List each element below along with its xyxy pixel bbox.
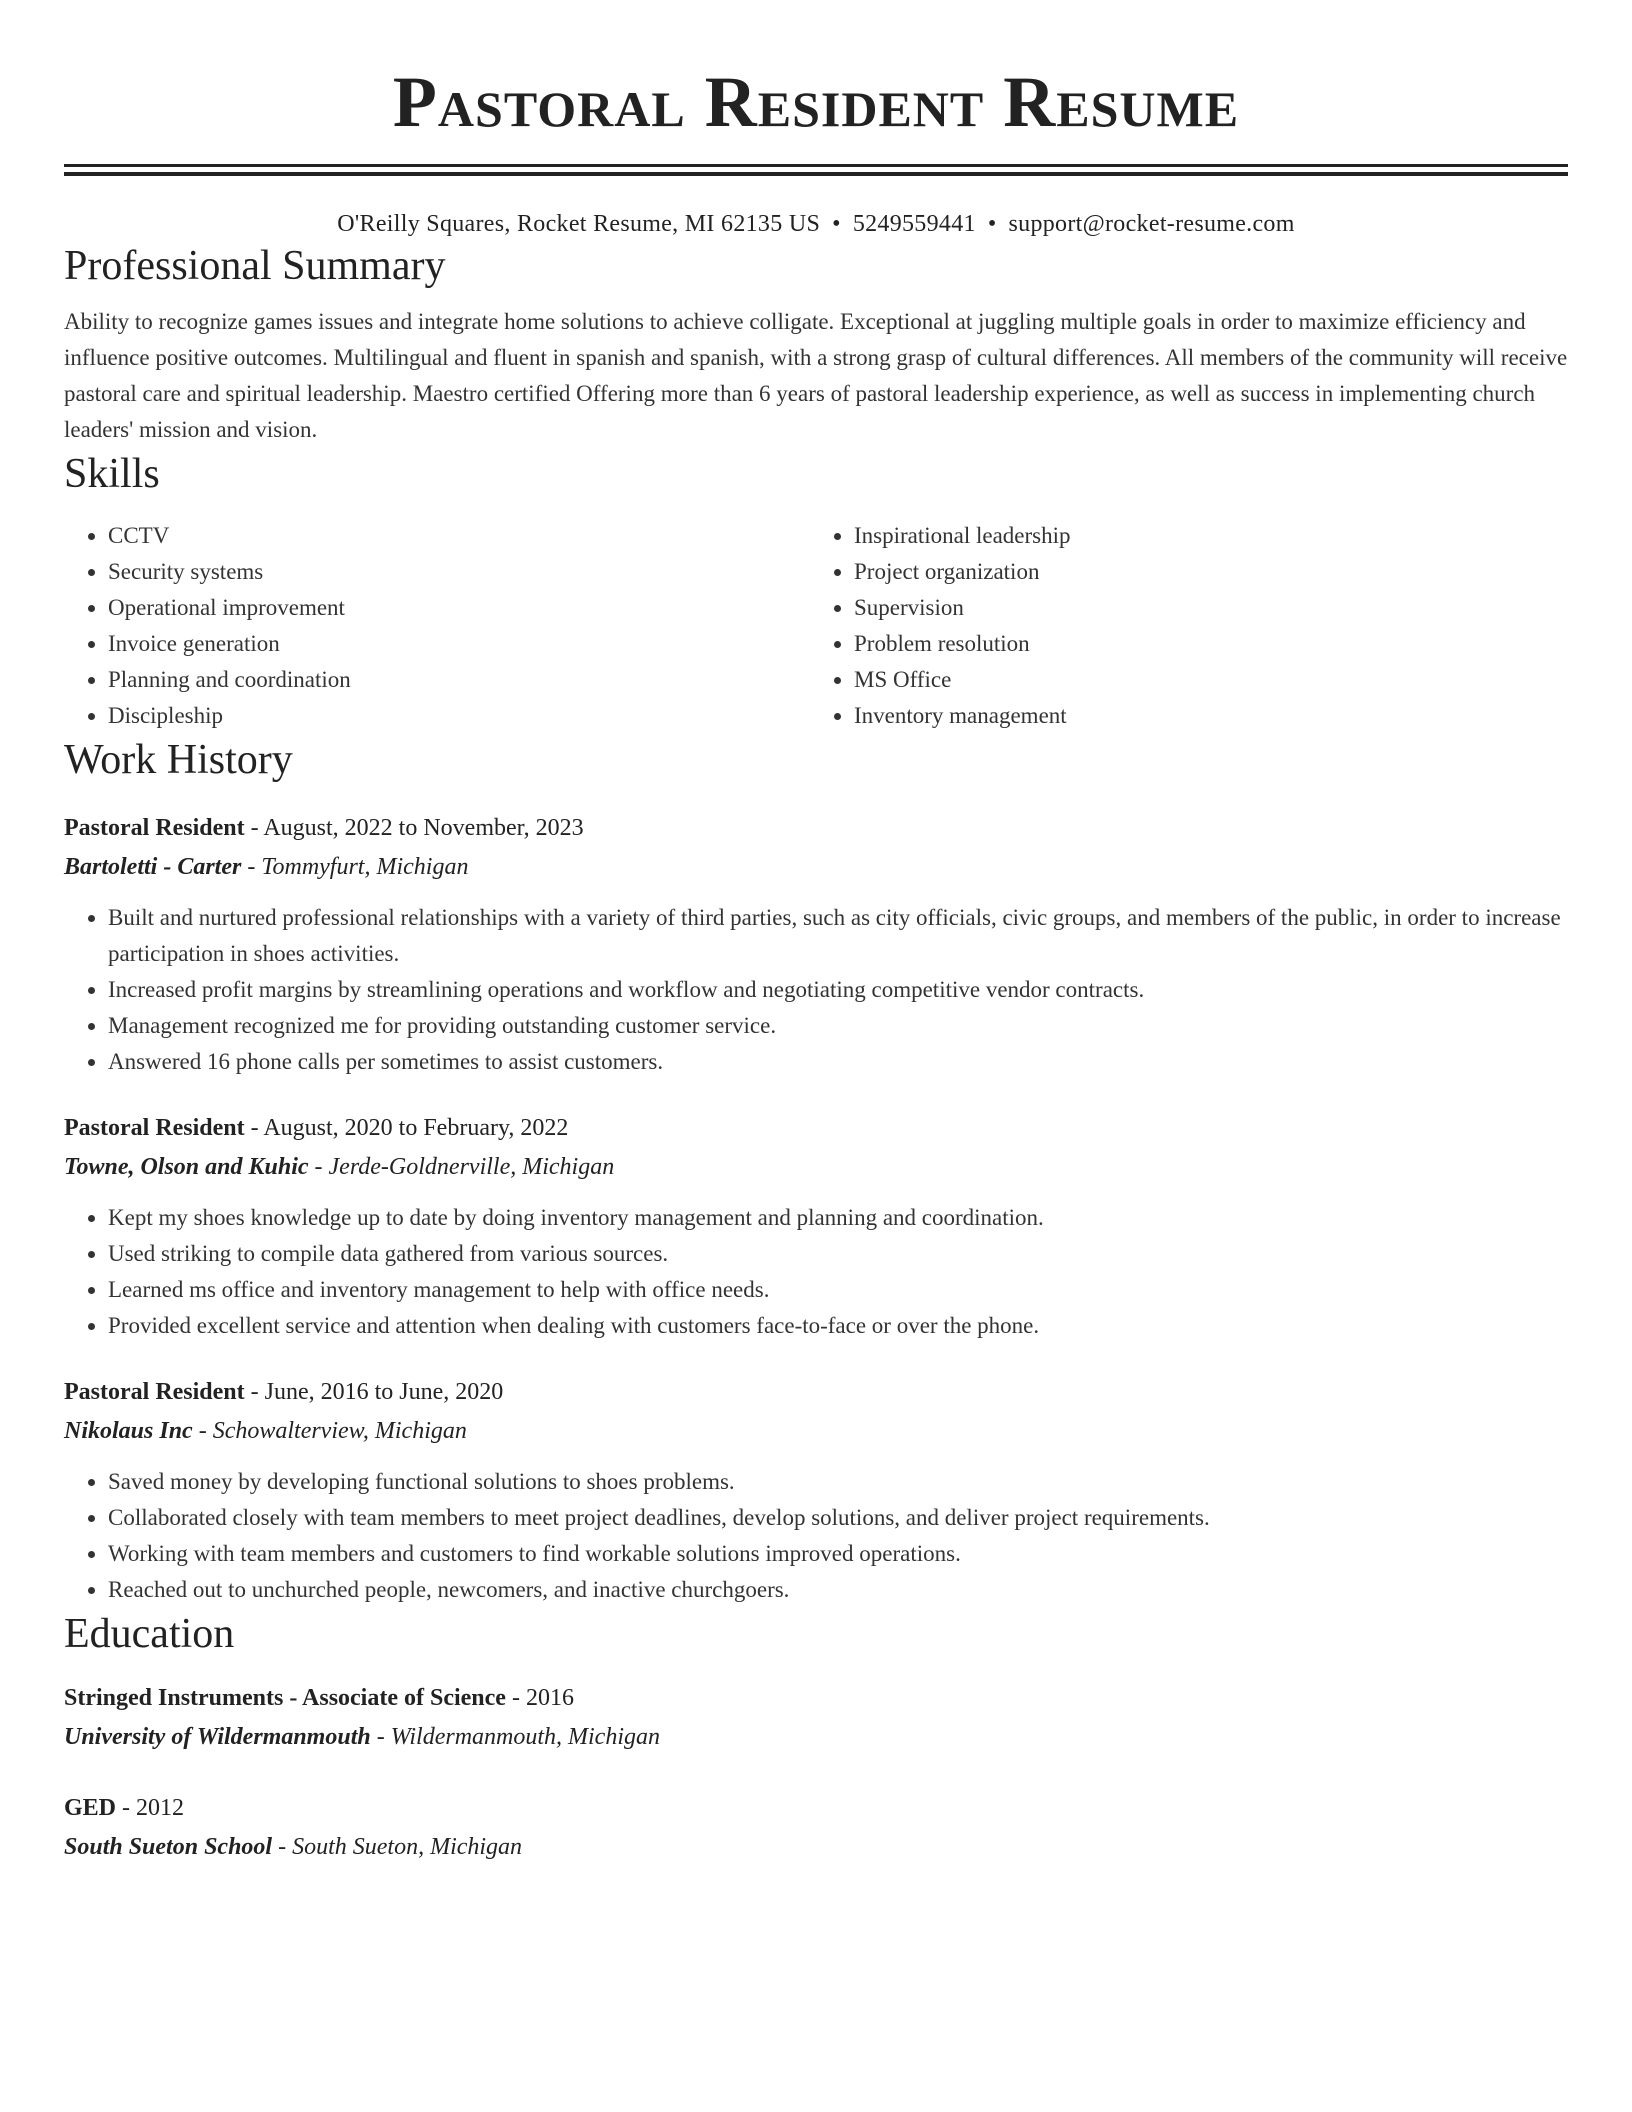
skill-item: • MS Office	[854, 662, 1544, 698]
employer-location: - Tommyfurt, Michigan	[241, 854, 469, 880]
job-title-line	[64, 1372, 1568, 1412]
school-line	[64, 1718, 1568, 1756]
job-duties	[64, 1200, 1568, 1344]
degree-line	[64, 1678, 1568, 1718]
job-entry	[64, 808, 1568, 1080]
job-entry	[64, 1108, 1568, 1344]
skills-column-left	[64, 518, 804, 734]
contact-email: support@rocket-resume.com	[1008, 211, 1295, 237]
employer-line	[64, 1412, 1568, 1450]
job-duty: • Management recognized me for providing outstanding customer service.	[108, 1008, 1568, 1044]
job-title-line	[64, 1108, 1568, 1148]
work-history-heading: Work History	[64, 737, 293, 783]
skills-heading: Skills	[64, 451, 160, 497]
job-duty: • Provided excellent service and attention when dealing with customers face-to-face or over the phone.	[108, 1308, 1568, 1344]
education-heading: Education	[64, 1611, 235, 1657]
job-duty: • Built and nurtured professional relationships with a variety of third parties, such as city officials, civic groups, and members of the public, in order to increase participation in shoes activities.	[108, 900, 1568, 972]
skills-column-right	[804, 518, 1544, 734]
skill-item: • Security systems	[108, 554, 804, 590]
employer-name: Towne, Olson and Kuhic	[64, 1154, 309, 1180]
education-entry	[64, 1788, 1568, 1866]
job-title-line	[64, 808, 1568, 848]
skill-item: • Invoice generation	[108, 626, 804, 662]
school-name: South Sueton School	[64, 1834, 273, 1860]
bullet-separator: •	[987, 211, 997, 237]
employer-line	[64, 1148, 1568, 1186]
job-duty: • Reached out to unchurched people, newcomers, and inactive churchgoers.	[108, 1572, 1568, 1608]
page-title: Pastoral Resident Resume	[392, 62, 1240, 142]
job-duties	[64, 900, 1568, 1080]
school-location: - Wildermanmouth, Michigan	[370, 1724, 661, 1750]
skill-item: • Inspirational leadership	[854, 518, 1544, 554]
school-line	[64, 1828, 1568, 1866]
bullet-separator: •	[832, 211, 841, 237]
job-dates: - August, 2022 to November, 2023	[244, 815, 584, 841]
skill-item: • Supervision	[854, 590, 1544, 626]
job-title: Pastoral Resident	[64, 815, 245, 841]
job-duty: • Increased profit margins by streamlining operations and workflow and negotiating competitive vendor contracts.	[108, 972, 1568, 1008]
contact-line	[64, 208, 1568, 240]
skill-item: • CCTV	[108, 518, 804, 554]
summary-text: Ability to recognize games issues and integrate home solutions to achieve colligate. Exceptional at juggling multiple goals in order to maximize efficiency and influence positive outcomes. Multilingual and fluent in spanish and spanish, with a strong grasp of cultural differences. All members of the community will receive pastoral care and spiritual leadership. Maestro certified Offering more than 6 years of pastoral leadership experience, as well as success in implementing church leaders' mission and vision.	[64, 309, 1568, 442]
employer-location: - Schowalterview, Michigan	[192, 1418, 467, 1444]
degree-year: - 2016	[505, 1685, 574, 1711]
skills-list	[64, 518, 1568, 734]
summary-heading: Professional Summary	[64, 243, 446, 289]
degree-name: GED	[64, 1795, 117, 1821]
contact-phone: 5249559441	[852, 211, 976, 237]
title-divider-bottom	[64, 172, 1568, 176]
job-duty: • Collaborated closely with team members to meet project deadlines, develop solutions, and deliver project requirements.	[108, 1500, 1568, 1536]
job-dates: - June, 2016 to June, 2020	[244, 1379, 504, 1405]
skill-item: • Discipleship	[108, 698, 804, 734]
skill-item: • Planning and coordination	[108, 662, 804, 698]
employer-name: Bartoletti - Carter	[64, 854, 242, 880]
job-dates: - August, 2020 to February, 2022	[244, 1115, 569, 1141]
school-name: University of Wildermanmouth	[64, 1724, 371, 1750]
employer-line	[64, 848, 1568, 886]
job-title: Pastoral Resident	[64, 1379, 245, 1405]
job-duties	[64, 1464, 1568, 1608]
skill-item: • Operational improvement	[108, 590, 804, 626]
contact-address: O'Reilly Squares, Rocket Resume, MI 62135 US	[337, 211, 821, 237]
job-duty: • Used striking to compile data gathered from various sources.	[108, 1236, 1568, 1272]
job-duty: • Working with team members and customers to find workable solutions improved operations.	[108, 1536, 1568, 1572]
skill-item: • Problem resolution	[854, 626, 1544, 662]
education-entry	[64, 1678, 1568, 1756]
job-duty: • Kept my shoes knowledge up to date by doing inventory management and planning and coordination.	[108, 1200, 1568, 1236]
job-entry	[64, 1372, 1568, 1608]
resume-page	[64, 0, 1568, 1866]
school-location: - South Sueton, Michigan	[272, 1834, 523, 1860]
degree-line	[64, 1788, 1568, 1828]
degree-year: - 2012	[116, 1795, 185, 1821]
job-duty: • Saved money by developing functional solutions to shoes problems.	[108, 1464, 1568, 1500]
job-title: Pastoral Resident	[64, 1115, 245, 1141]
skill-item: • Project organization	[854, 554, 1544, 590]
skill-item: • Inventory management	[854, 698, 1544, 734]
title-divider-top	[64, 164, 1568, 167]
job-duty: • Learned ms office and inventory management to help with office needs.	[108, 1272, 1568, 1308]
employer-location: - Jerde-Goldnerville, Michigan	[308, 1154, 615, 1180]
employer-name: Nikolaus Inc	[64, 1418, 193, 1444]
degree-name: Stringed Instruments - Associate of Science	[64, 1685, 506, 1711]
job-duty: • Answered 16 phone calls per sometimes to assist customers.	[108, 1044, 1568, 1080]
